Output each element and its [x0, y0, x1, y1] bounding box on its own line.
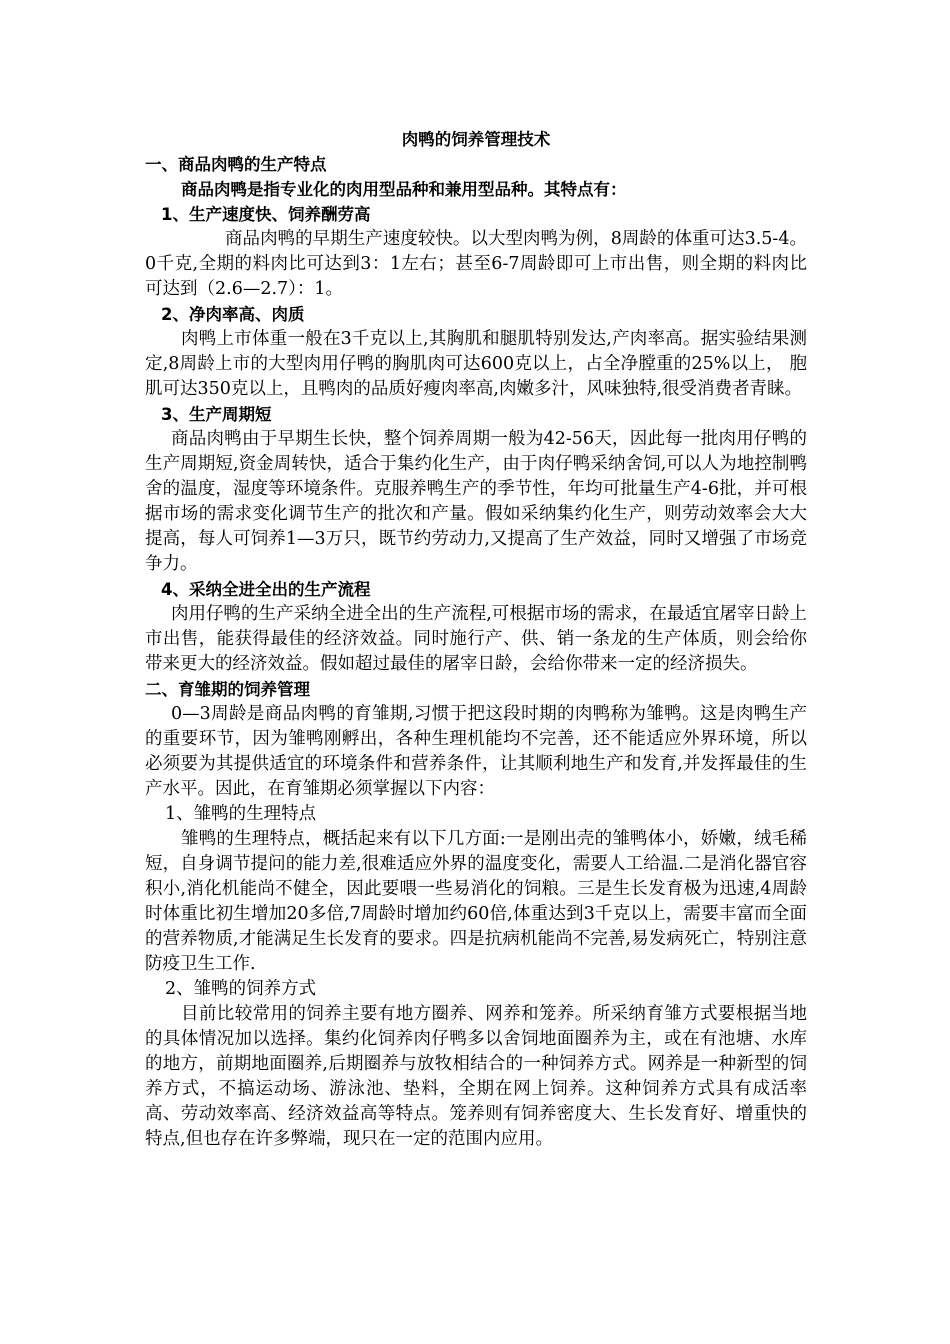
section-2-intro: 0—3周龄是商品肉鸭的育雏期,习惯于把这段时期的肉鸭称为雏鸭。这是肉鸭生产的重要环节，因为雏鸭刚孵出，各种生理机能均不完善，还不能适应外界环境，所以必须要为其提供适宜的环境条件和营养条件，让其顺利地生产和发育,并发挥最佳的生产水平。因此，在育雏期必须掌握以下内容：	[145, 704, 807, 799]
subsection-1-4-heading: 4、采纳全进全出的生产流程	[161, 580, 371, 599]
subsection-1-1-heading: 1、生产速度快、饲养酬劳高	[161, 205, 371, 224]
subsection-1-3-heading: 3、生产周期短	[161, 405, 272, 424]
section-2-heading: 二、育雏期的饲养管理	[145, 680, 310, 699]
document-title: 肉鸭的饲养管理技术	[401, 130, 551, 149]
section-1-heading: 一、商品肉鸭的生产特点	[145, 155, 327, 174]
subsection-1-2-text: 肉鸭上市体重一般在3千克以上,其胸肌和腿肌特别发达,产肉率高。据实验结果测定,8周龄上市的大型肉用仔鸭的胸肌肉可达600克以上，占全净膛重的25%以上， 胞肌可达350克以上，且鸭肉的品质好瘦肉率高,肉嫩多汁，风味独特,很受消费者青睐。	[145, 329, 807, 399]
section-1-intro: 商品肉鸭是指专业化的肉用型品种和兼用型品种。其特点有：	[181, 180, 627, 199]
subsection-2-2-heading: 2、雏鸭的饲养方式	[165, 979, 317, 999]
subsection-2-1-text: 雏鸭的生理特点，概括起来有以下几方面:一是刚出壳的雏鸭体小，娇嫩，绒毛稀短，自身调节提问的能力差,很难适应外界的温度变化，需要人工给温.二是消化器官容积小,消化机能尚不健全，因此要喂一些易消化的饲粮。三是生长发育极为迅速,4周龄时体重比初生增加20多倍,7周龄时增加约60倍,体重达到3千克以上，需要丰富而全面的营养物质,才能满足生长发育的要求。四是抗病机能尚不完善,易发病死亡，特别注意防疫卫生工作.	[145, 829, 807, 974]
subsection-1-4-text: 肉用仔鸭的生产采纳全进全出的生产流程,可根据市场的需求，在最适宜屠宰日龄上市出售，能获得最佳的经济效益。同时施行产、供、销一条龙的生产体质，则会给你带来更大的经济效益。假如超过最佳的屠宰日龄，会给你带来一定的经济损失。	[145, 604, 807, 674]
subsection-1-2-heading: 2、净肉率高、肉质	[161, 305, 305, 324]
document-page	[145, 121, 807, 1152]
subsection-2-2-text: 目前比较常用的饲养主要有地方圈养、网养和笼养。所采纳育雏方式要根据当地的具体情况加以选择。集约化饲养肉仔鸭多以舍饲地面圈养为主，或在有池塘、水库的地方，前期地面圈养,后期圈养与放牧相结合的一种饲养方式。网养是一种新型的饲养方式，不搞运动场、游泳池、垫料，全期在网上饲养。这种饲养方式具有成活率高、劳动效率高、经济效益高等特点。笼养则有饲养密度大、生长发育好、增重快的特点,但也存在许多弊端，现只在一定的范围内应用。	[145, 1004, 807, 1149]
subsection-1-3-text: 商品肉鸭由于早期生长快，整个饲养周期一般为42-56天，因此每一批肉用仔鸭的生产周期短,资金周转快，适合于集约化生产，由于肉仔鸭采纳舍饲,可以人为地控制鸭舍的温度，湿度等环境条件。克服养鸭生产的季节性，年均可批量生产4-6批，并可根据市场的需求变化调节生产的批次和产量。假如采纳集约化生产，则劳动效率会大大提高，每人可饲养1—3万只，既节约劳动力,又提高了生产效益，同时又增强了市场竞争力。	[145, 429, 807, 574]
subsection-2-1-heading: 1、雏鸭的生理特点	[165, 804, 317, 824]
subsection-1-1-text: 商品肉鸭的早期生产速度较快。以大型肉鸭为例，8周龄的体重可达3.5-4。0千克,全期的料肉比可达到3：1左右；甚至6-7周龄即可上市出售，则全期的料肉比可达到（2.6—2.7）：1。	[145, 229, 807, 299]
